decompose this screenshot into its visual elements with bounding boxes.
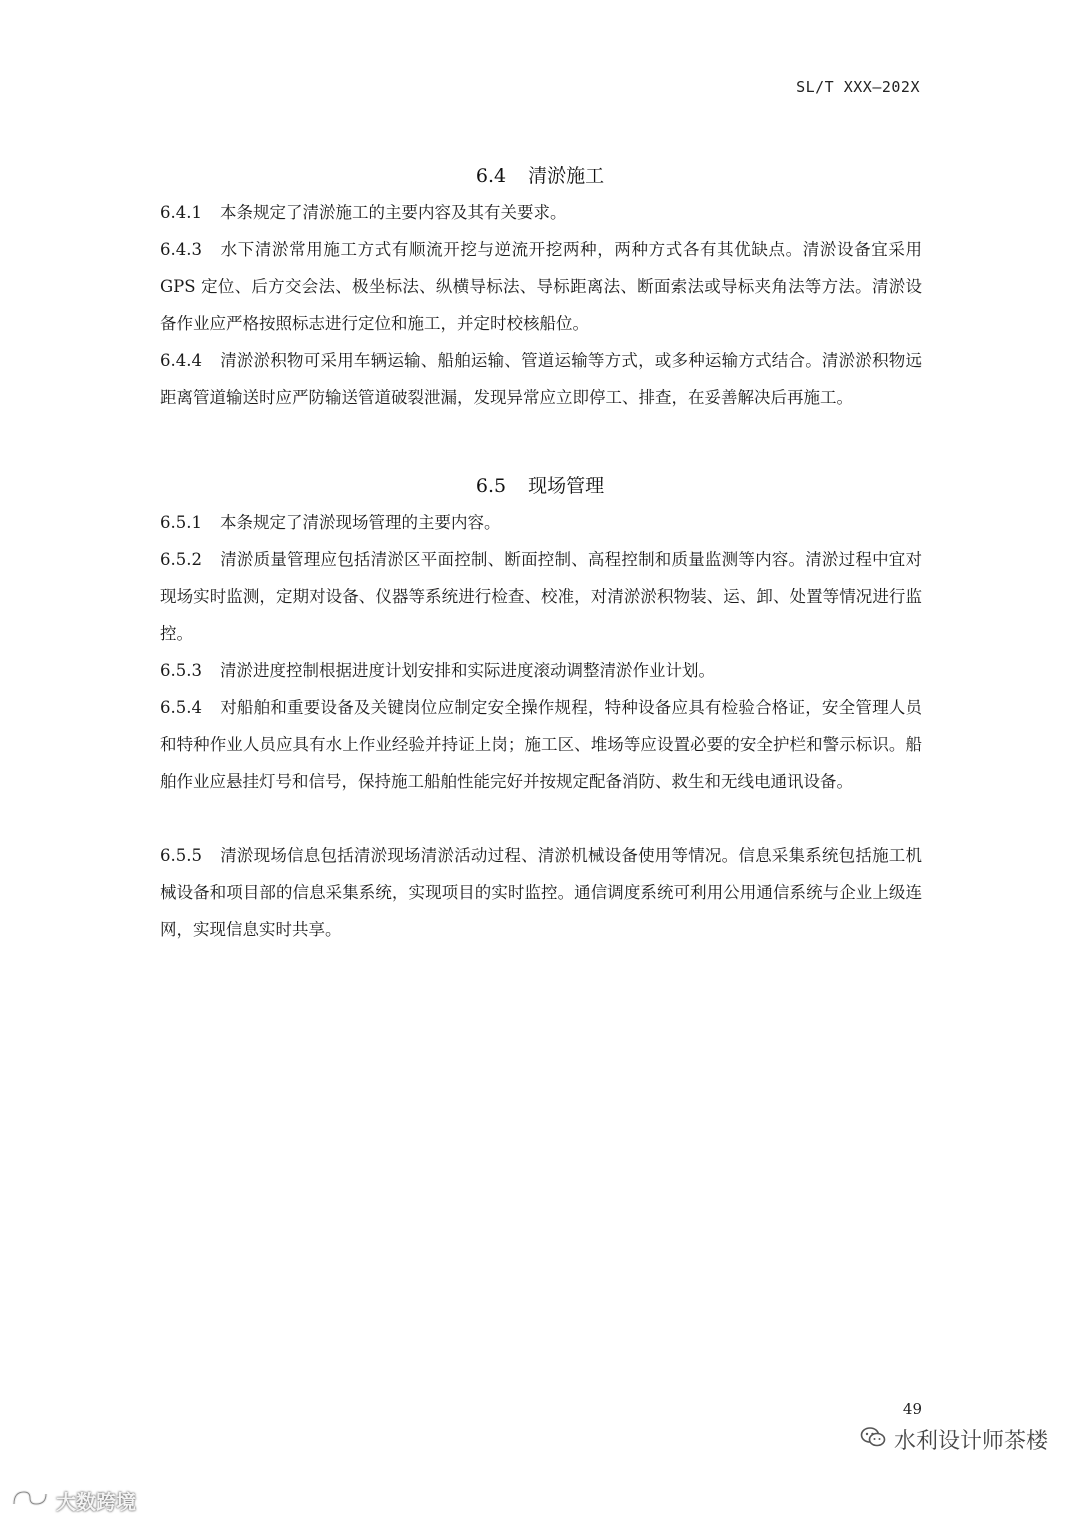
clause-6-5-1 bbox=[160, 504, 922, 541]
header-code: SL/T XXX—202X bbox=[796, 78, 920, 96]
clause-6-4-4 bbox=[160, 342, 922, 416]
clause-number: 6.4.1 bbox=[160, 203, 202, 222]
clause-number: 6.5.5 bbox=[160, 846, 202, 865]
clause-text: 本条规定了清淤现场管理的主要内容。 bbox=[219, 513, 501, 532]
clause-6-4-1 bbox=[160, 194, 922, 231]
clause-text: 水下清淤常用施工方式有顺流开挖与逆流开挖两种，两种方式各有其优缺点。清淤设备宜采用 GPS 定位、后方交会法、极坐标法、纵横导标法、导标距离法、断面索法或导标夹角法等方法。清淤设备作业应严格按照标志进行定位和施工，并定时校核船位。 bbox=[160, 240, 922, 333]
clause-text: 清淤进度控制根据进度计划安排和实际进度滚动调整清淤作业计划。 bbox=[219, 661, 715, 680]
clause-text: 清淤现场信息包括清淤现场清淤活动过程、清淤机械设备使用等情况。信息采集系统包括施工机械设备和项目部的信息采集系统，实现项目的实时监控。通信调度系统可利用公用通信系统与企业上级连网，实现信息实时共享。 bbox=[160, 846, 922, 939]
clause-6-4-3 bbox=[160, 231, 922, 342]
wechat-account-name: 水利设计师茶楼 bbox=[893, 1429, 1048, 1454]
clause-6-5-2 bbox=[160, 541, 922, 652]
clause-number: 6.5.4 bbox=[160, 698, 202, 717]
clause-number: 6.5.3 bbox=[160, 661, 202, 680]
clause-text: 清淤淤积物可采用车辆运输、船舶运输、管道运输等方式，或多种运输方式结合。清淤淤积物远距离管道输送时应严防输送管道破裂泄漏，发现异常应立即停工、排查，在妥善解决后再施工。 bbox=[160, 351, 922, 407]
watermark-text: 大数跨境 bbox=[56, 1490, 136, 1514]
page-number: 49 bbox=[902, 1400, 922, 1418]
clause-text: 清淤质量管理应包括清淤区平面控制、断面控制、高程控制和质量监测等内容。清淤过程中宜对现场实时监测，定期对设备、仪器等系统进行检查、校准，对清淤淤积物装、运、卸、处置等情况进行监控。 bbox=[160, 550, 922, 643]
clause-number: 6.5.2 bbox=[160, 550, 202, 569]
wechat-icon bbox=[860, 1426, 886, 1454]
clause-6-5-5 bbox=[160, 837, 922, 948]
clause-text: 本条规定了清淤施工的主要内容及其有关要求。 bbox=[219, 203, 567, 222]
clause-6-5-4 bbox=[160, 689, 922, 800]
clause-text: 对船舶和重要设备及关键岗位应制定安全操作规程，特种设备应具有检验合格证，安全管理人员和特种作业人员应具有水上作业经验并持证上岗；施工区、堆场等应设置必要的安全护栏和警示标识。船舶作业应悬挂灯号和信号，保持施工船舶性能完好并按规定配备消防、救生和无线电通讯设备。 bbox=[160, 698, 922, 791]
clause-number: 6.4.4 bbox=[160, 351, 202, 370]
section-title-6-5 bbox=[0, 471, 1080, 498]
wechat-account-badge bbox=[860, 1424, 1048, 1455]
clause-number: 6.5.1 bbox=[160, 513, 202, 532]
watermark-logo-icon bbox=[10, 1486, 50, 1515]
clause-6-5-3 bbox=[160, 652, 922, 689]
section-title-text: 清淤施工 bbox=[528, 165, 605, 187]
clause-number: 6.4.3 bbox=[160, 240, 202, 259]
watermark-logo bbox=[10, 1486, 136, 1515]
section-number: 6.4 bbox=[475, 165, 507, 187]
section-title-6-4 bbox=[0, 161, 1080, 188]
section-number: 6.5 bbox=[475, 475, 507, 497]
section-title-text: 现场管理 bbox=[528, 475, 605, 497]
